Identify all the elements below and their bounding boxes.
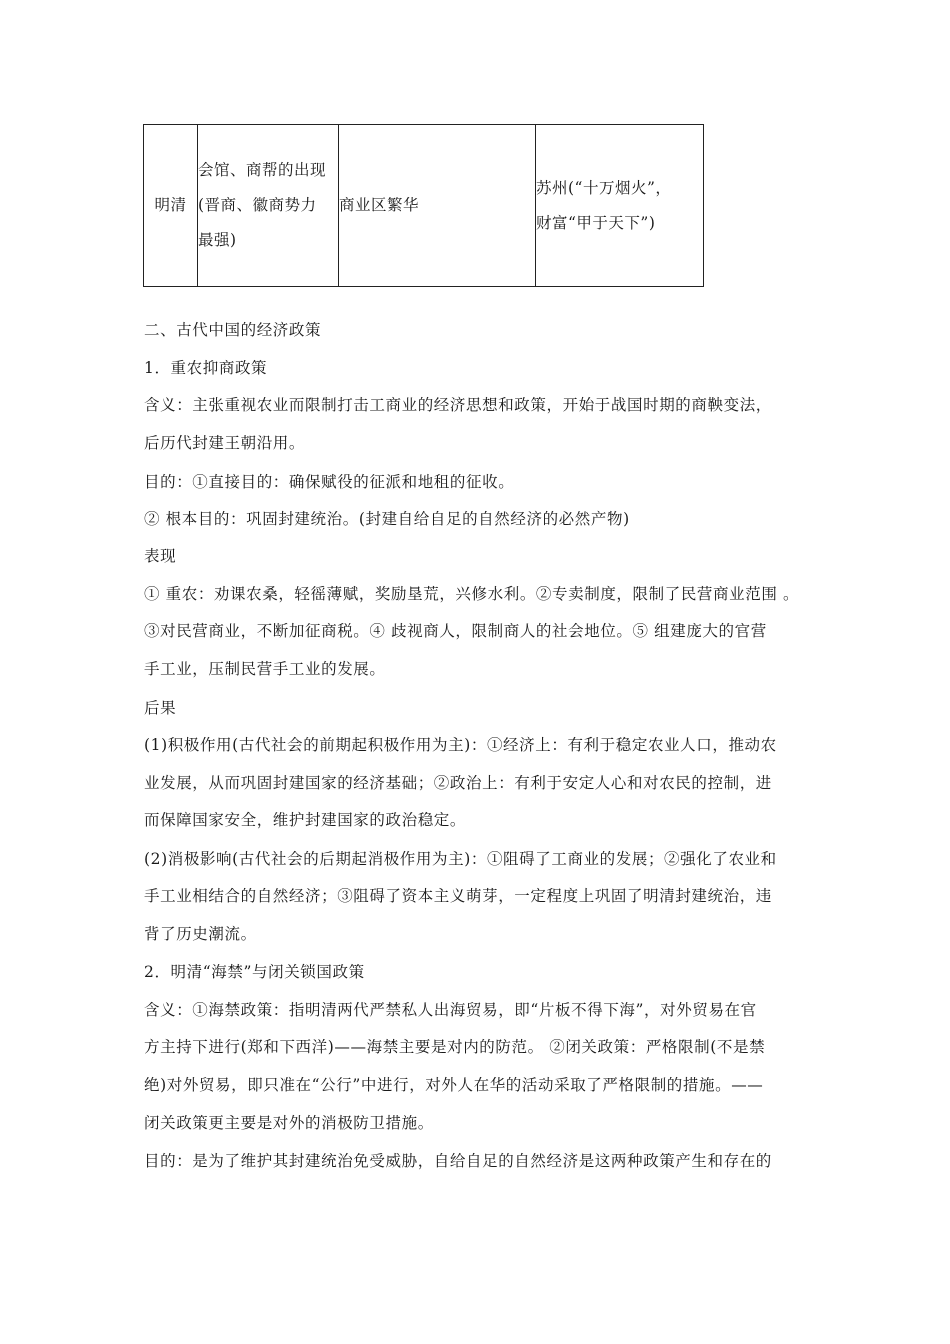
era-cell: 明清 <box>144 125 198 287</box>
text-line: 业发展，从而巩固封建国家的经济基础；②政治上：有利于安定人心和对农民的控制，进 <box>144 774 772 792</box>
text-line: 而保障国家安全，维护封建国家的政治稳定。 <box>144 811 467 829</box>
text-line: ③对民营商业，不断加征商税。④ 歧视商人，限制商人的社会地位。⑤ 组建庞大的官营 <box>144 622 767 640</box>
subsection-heading: 1．重农抑商政策 <box>144 359 268 377</box>
subsection-heading: 2．明清“海禁”与闭关锁国政策 <box>144 963 365 981</box>
commerce-table <box>143 124 704 287</box>
text-line: 背了历史潮流。 <box>144 925 257 943</box>
text-line: 含义：①海禁政策：指明清两代严禁私人出海贸易，即“片板不得下海”，对外贸易在官 <box>144 1001 757 1019</box>
label-line: 表现 <box>144 547 177 565</box>
market-cell: 商业区繁华 <box>339 125 536 287</box>
organization-line: 会馆、商帮的出现 <box>198 161 327 179</box>
text-line: 手工业，压制民营手工业的发展。 <box>144 660 386 678</box>
organization-line: 最强) <box>198 231 237 249</box>
section-heading: 二、古代中国的经济政策 <box>144 321 322 339</box>
city-line: 苏州(“十万烟火”， <box>536 178 672 197</box>
text-line: 含义：主张重视农业而限制打击工商业的经济思想和政策，开始于战国时期的商鞅变法， <box>144 396 772 414</box>
text-line: 方主持下进行(郑和下西洋)——海禁主要是对内的防范。 ②闭关政策：严格限制(不是禁 <box>144 1038 766 1056</box>
text-line: 闭关政策更主要是对外的消极防卫措施。 <box>144 1114 434 1132</box>
text-line: 手工业相结合的自然经济；③阻碍了资本主义萌芽，一定程度上巩固了明清封建统治，违 <box>144 887 772 905</box>
text-line: (1)积极作用(古代社会的前期起积极作用为主)：①经济上：有利于稳定农业人口，推动农 <box>144 736 777 754</box>
city-cell <box>536 125 704 287</box>
text-line: (2)消极影响(古代社会的后期起消极作用为主)：①阻碍了工商业的发展；②强化了农业和 <box>144 850 777 868</box>
table-row <box>144 125 704 287</box>
label-line: 后果 <box>144 699 177 717</box>
text-line: ② 根本目的：巩固封建统治。(封建自给自足的自然经济的必然产物) <box>144 510 630 528</box>
text-line: 后历代封建王朝沿用。 <box>144 434 306 452</box>
city-line: 财富“甲于天下”) <box>536 213 656 232</box>
text-line: 绝)对外贸易，即只准在“公行”中进行，对外人在华的活动采取了严格限制的措施。—— <box>144 1076 764 1094</box>
text-line: ① 重农：劝课农桑，轻徭薄赋，奖励垦荒，兴修水利。②专卖制度，限制了民营商业范围 。 <box>144 585 800 603</box>
text-line: 目的：①直接目的：确保赋役的征派和地租的征收。 <box>144 473 515 491</box>
text-line: 目的：是为了维护其封建统治免受威胁，自给自足的自然经济是这两种政策产生和存在的 <box>144 1152 772 1170</box>
organization-line: (晋商、徽商势力 <box>198 196 317 214</box>
organization-cell <box>198 125 339 287</box>
